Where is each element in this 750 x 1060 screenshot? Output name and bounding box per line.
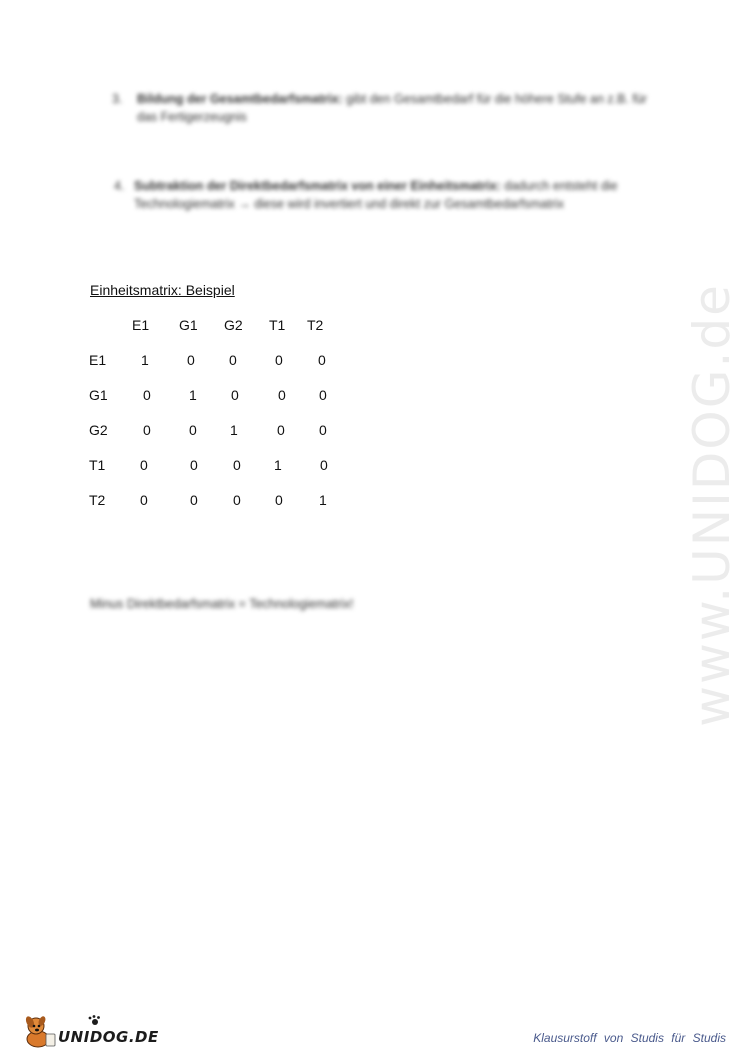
watermark: www.UNIDOG.de: [683, 283, 741, 727]
matrix-col-header: G2: [224, 317, 243, 333]
matrix-cell: 1: [189, 387, 197, 403]
matrix-cell: 0: [190, 492, 198, 508]
matrix-cell: 0: [318, 352, 326, 368]
footer-slogan: Klausurstoff von Studis für Studis: [533, 1031, 726, 1045]
matrix-col-header: E1: [132, 317, 150, 333]
conclusion-text: Minus Direktbedarfsmatrix = Technologiematrix!: [90, 597, 354, 611]
matrix-row-label: G2: [89, 422, 108, 438]
matrix-cell: 1: [141, 352, 149, 368]
list-number: 4.: [114, 179, 125, 193]
list-item-text: dadurch entsteht die Technologiematrix → diese wird invertiert und direkt zur Gesamtbedarfsmatrix: [134, 179, 618, 211]
matrix-cell: 0: [278, 387, 286, 403]
matrix-col-header: T2: [307, 317, 324, 333]
list-item-4: [114, 177, 644, 213]
matrix-cell: 0: [140, 457, 148, 473]
matrix-cell: 1: [230, 422, 238, 438]
list-item-3: [112, 90, 647, 126]
matrix-col-header: G1: [179, 317, 198, 333]
matrix-cell: 1: [274, 457, 282, 473]
paw-icon: [89, 1015, 100, 1025]
matrix-row-label: E1: [89, 352, 107, 368]
matrix-cell: 0: [275, 492, 283, 508]
matrix-cell: 0: [231, 387, 239, 403]
matrix-cell: 0: [320, 457, 328, 473]
dog-mascot-icon: [24, 1015, 55, 1047]
matrix-cell: 0: [189, 422, 197, 438]
matrix-col-header: T1: [269, 317, 286, 333]
list-number: 3.: [112, 92, 123, 106]
matrix-cell: 0: [190, 457, 198, 473]
list-item-title: Bildung der Gesamtbedarfsmatrix:: [137, 92, 343, 106]
matrix-cell: 0: [229, 352, 237, 368]
matrix-cell: 0: [319, 387, 327, 403]
matrix-cell: 0: [319, 422, 327, 438]
matrix-cell: 0: [233, 492, 241, 508]
list-item-title: Subtraktion der Direktbedarfsmatrix von einer Einheitsmatrix:: [134, 179, 501, 193]
matrix-cell: 0: [140, 492, 148, 508]
matrix-title: Einheitsmatrix: Beispiel: [90, 282, 235, 298]
logo-text: UNIDOG.DE: [58, 1028, 159, 1046]
matrix-cell: 0: [143, 387, 151, 403]
matrix-row-label: T2: [89, 492, 106, 508]
matrix-cell: 0: [233, 457, 241, 473]
matrix-cell: 0: [275, 352, 283, 368]
matrix-row-label: T1: [89, 457, 106, 473]
matrix-cell: 0: [143, 422, 151, 438]
matrix-row-label: G1: [89, 387, 108, 403]
matrix-cell: 0: [277, 422, 285, 438]
matrix-cell: 0: [187, 352, 195, 368]
list-item-text: gibt den Gesamtbedarf für die höhere Stufe an z.B. für das Fertigerzeugnis: [137, 92, 647, 124]
matrix-cell: 1: [319, 492, 327, 508]
